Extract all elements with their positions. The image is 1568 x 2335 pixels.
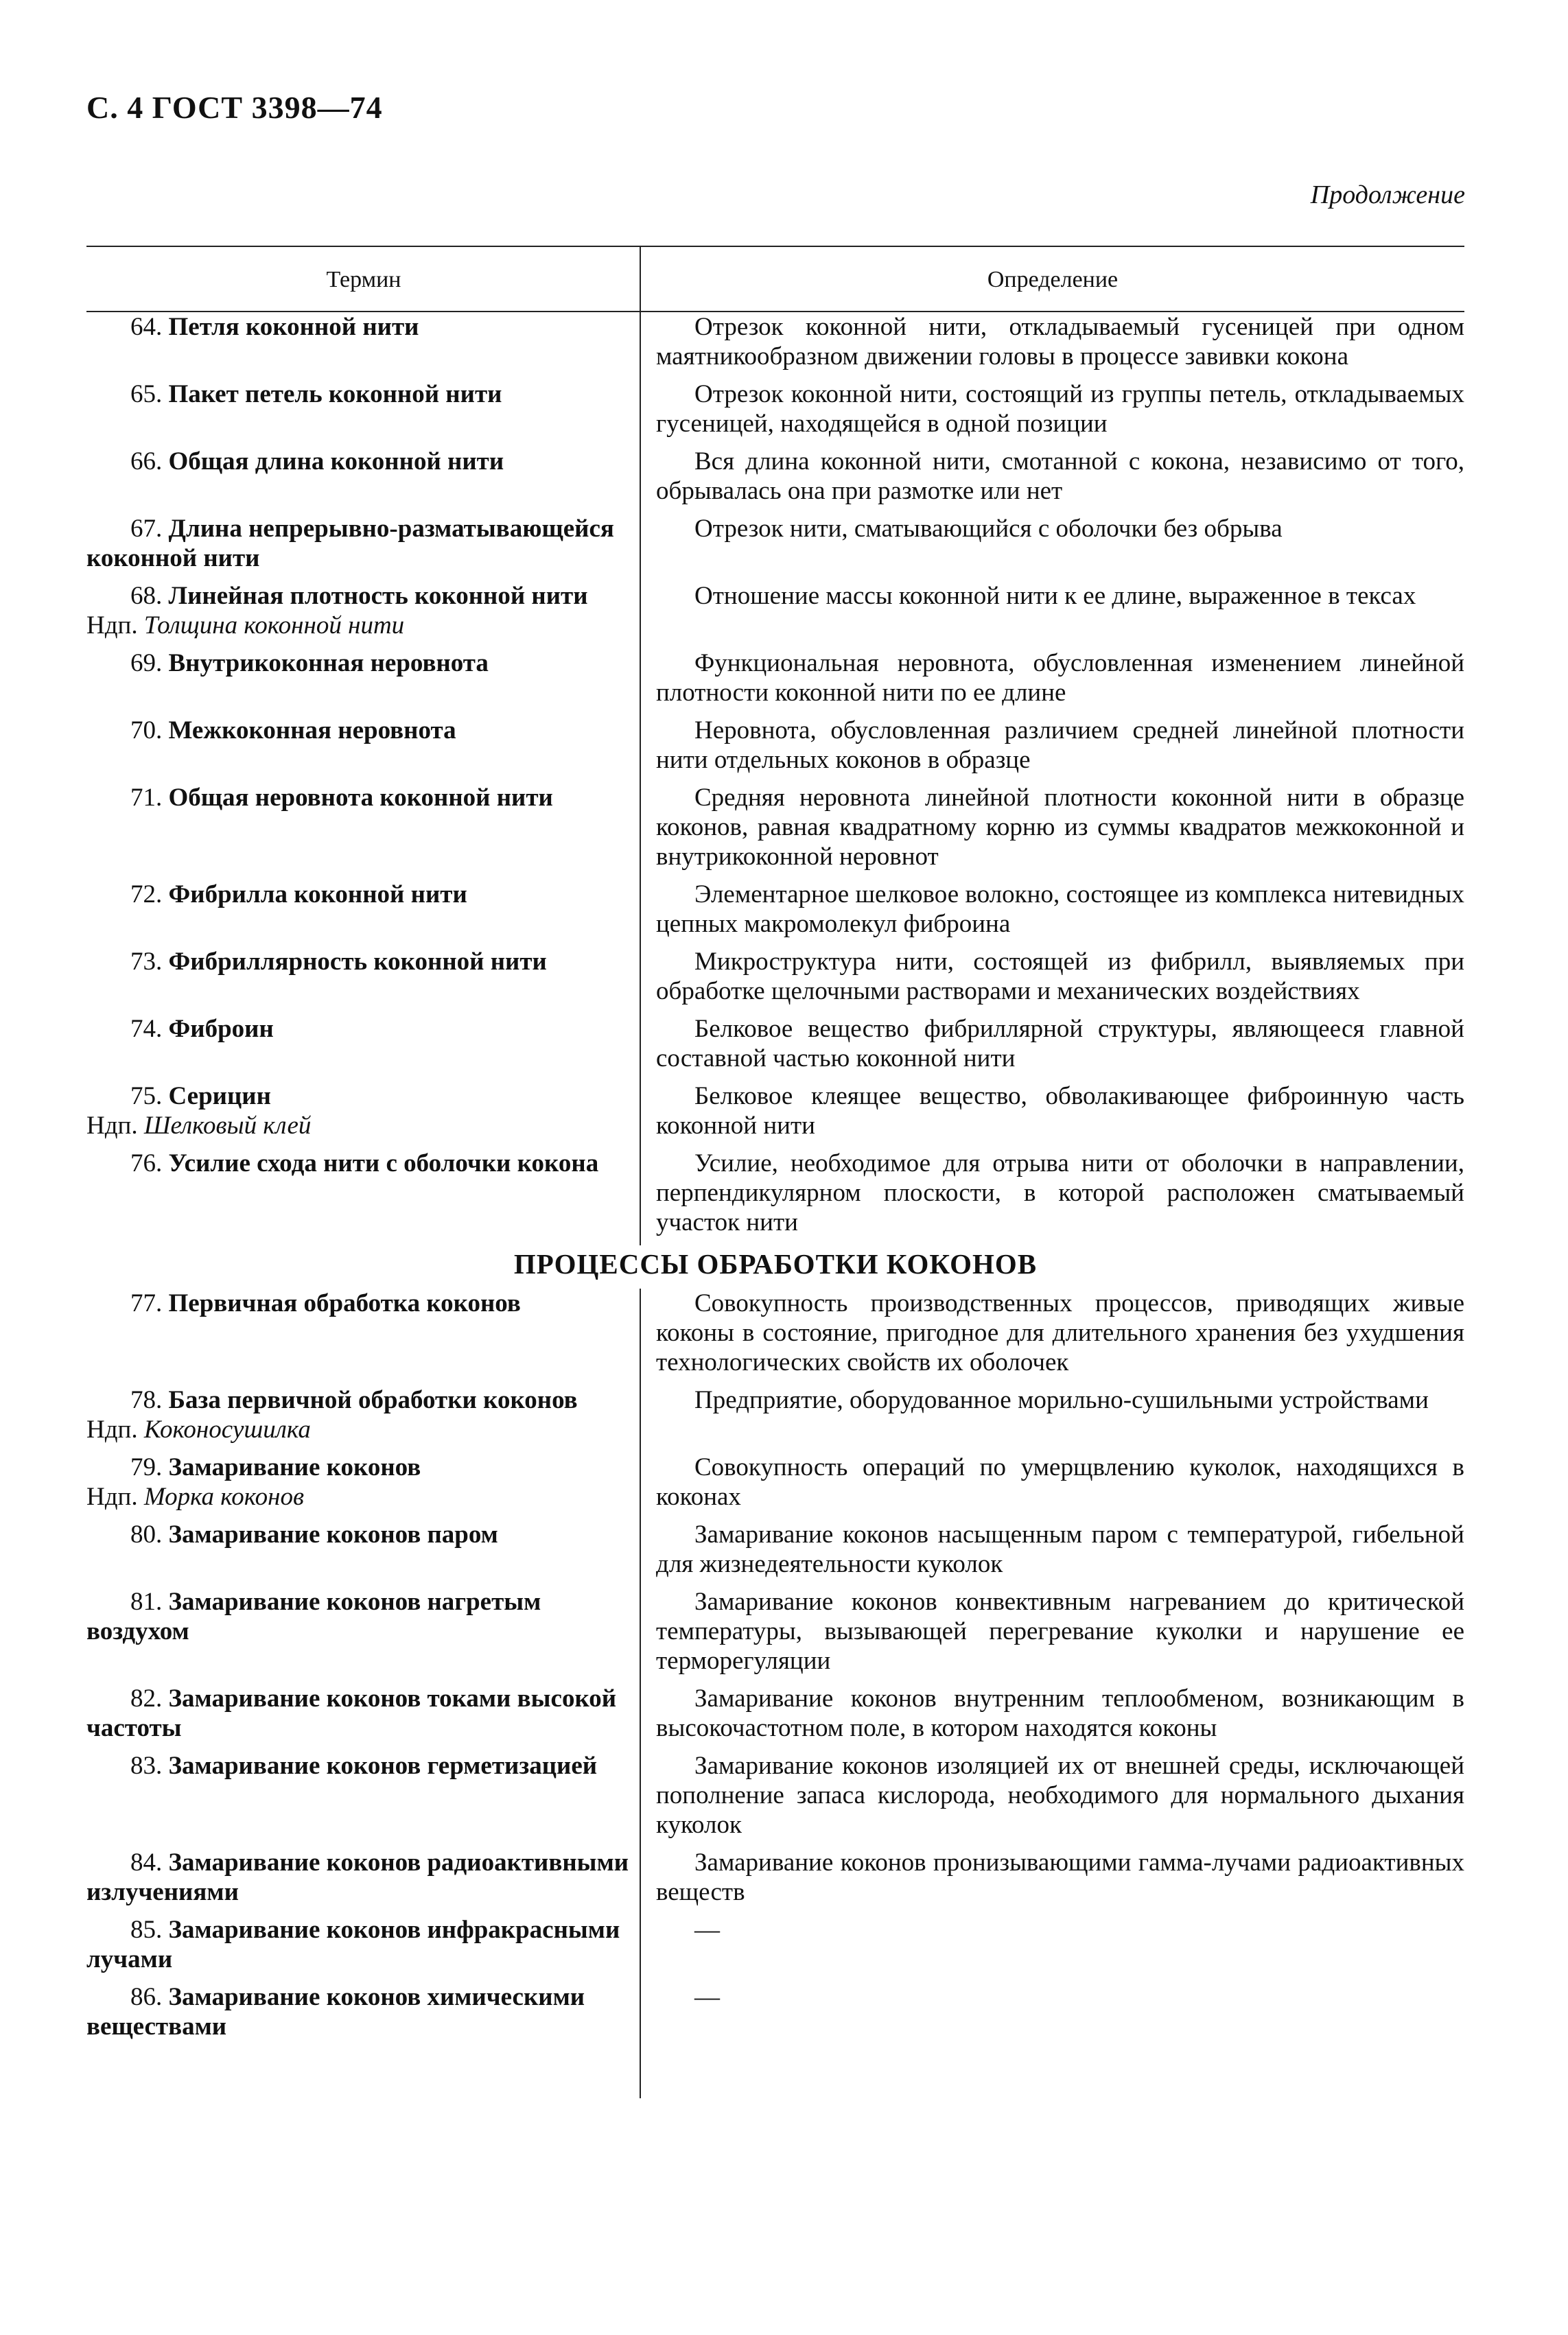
definition-cell: Неровнота, обусловленная различием средней линейной плотности нити отдельных коконов в образце: [656, 716, 1464, 774]
table-row: [86, 648, 1464, 716]
definition-cell: Предприятие, оборудованное морильно-сушильными устройствами: [694, 1386, 1429, 1414]
table-row: [86, 1982, 1464, 2050]
table-row: [86, 514, 1464, 581]
table-row: [86, 1520, 1464, 1587]
table-body-processes: [86, 1289, 1464, 2050]
term-name: Замаривание коконов паром: [168, 1521, 498, 1549]
term-number: 67.: [130, 515, 163, 543]
table-row: [86, 447, 1464, 514]
definition-cell: —: [694, 1916, 720, 1944]
term-cell: [86, 1915, 641, 1982]
deprecated-term: [86, 1482, 634, 1512]
continuation-label: Продолжение: [1310, 180, 1465, 209]
deprecated-term-text: Коконосушилка: [143, 1416, 311, 1444]
definition-cell: Замаривание коконов конвективным нагреванием до критической температуры, вызывающей перегревание куколки и нарушение ее терморегуляции: [656, 1588, 1464, 1675]
term-name: Серицин: [168, 1082, 271, 1110]
term-number: 77.: [130, 1289, 163, 1317]
term-cell: [86, 1684, 641, 1751]
definition-cell: Белковое клеящее вещество, обволакивающее фиброинную часть коконной нити: [656, 1082, 1464, 1140]
term-number: 86.: [130, 1983, 163, 2011]
term-cell: [86, 1453, 641, 1520]
term-name: Замаривание коконов нагретым воздухом: [86, 1588, 541, 1645]
deprecated-term: [86, 1111, 634, 1140]
term-name: Пакет петель коконной нити: [168, 380, 502, 408]
term-name: Фибрилла коконной нити: [168, 880, 467, 908]
table-row: [86, 783, 1464, 880]
definition-cell: Замаривание коконов пронизывающими гамма-лучами радиоактивных веществ: [656, 1849, 1464, 1906]
definition-cell: Замаривание коконов насыщенным паром с температурой, гибельной для жизнедеятельности куколок: [656, 1521, 1464, 1578]
column-header-term: Термин: [86, 246, 641, 312]
term-name: Замаривание коконов радиоактивными излучениями: [86, 1849, 629, 1906]
term-cell: [86, 880, 641, 947]
definition-cell: Микроструктура нити, состоящей из фибрилл, выявляемых при обработке щелочными растворами и механических воздействиях: [656, 948, 1464, 1005]
term-name: Замаривание коконов токами высокой частоты: [86, 1685, 617, 1742]
table-row: [86, 1289, 1464, 1385]
term-number: 83.: [130, 1752, 163, 1780]
term-name: Фиброин: [168, 1015, 274, 1043]
table-row: [86, 1385, 1464, 1453]
table-row: [86, 1915, 1464, 1982]
term-cell: [86, 1385, 641, 1453]
term-cell: [86, 716, 641, 783]
definition-cell: Элементарное шелковое волокно, состоящее из комплекса нитевидных цепных макромолекул фиброина: [656, 880, 1464, 938]
term-name: Усилие схода нити с оболочки кокона: [168, 1149, 599, 1177]
column-divider: [640, 246, 641, 2098]
term-number: 78.: [130, 1386, 163, 1414]
term-name: Линейная плотность коконной нити: [168, 582, 588, 610]
table-row: [86, 1587, 1464, 1684]
table-row: [86, 880, 1464, 947]
term-number: 73.: [130, 948, 163, 976]
definition-cell: —: [694, 1983, 720, 2011]
term-number: 76.: [130, 1149, 163, 1177]
definition-cell: Белковое вещество фибриллярной структуры, являющееся главной составной частью коконной нити: [656, 1015, 1464, 1072]
definition-cell: Замаривание коконов внутренним теплообменом, возникающим в высокочастотном поле, в котором находятся коконы: [656, 1685, 1464, 1742]
column-header-definition: Определение: [641, 246, 1464, 312]
deprecated-term-text: Толщина коконной нити: [143, 611, 405, 640]
deprecated-prefix: Ндп.: [86, 1112, 138, 1140]
term-cell: [86, 1982, 641, 2050]
term-name: Межкоконная неровнота: [168, 716, 456, 744]
term-cell: [86, 1081, 641, 1149]
table-row: [86, 1848, 1464, 1915]
table-row: [86, 716, 1464, 783]
table-row: [86, 1684, 1464, 1751]
definition-cell: Отрезок коконной нити, состоящий из группы петель, откладываемых гусеницей, находящейся в одной позиции: [656, 380, 1464, 438]
table-row: [86, 581, 1464, 648]
definition-cell: Отрезок нити, сматывающийся с оболочки без обрыва: [694, 515, 1283, 543]
term-cell: [86, 1149, 641, 1245]
term-name: Первичная обработка коконов: [168, 1289, 521, 1317]
definition-cell: Функциональная неровнота, обусловленная изменением линейной плотности коконной нити по ее длине: [656, 649, 1464, 707]
term-name: Замаривание коконов: [168, 1453, 421, 1481]
table-row: [86, 312, 1464, 379]
deprecated-term-text: Морка коконов: [143, 1483, 305, 1511]
term-cell: [86, 947, 641, 1014]
term-cell: [86, 1520, 641, 1587]
definition-cell: Усилие, необходимое для отрыва нити от оболочки в направлении, перпендикулярном плоскости, в которой расположен сматываемый участок нити: [656, 1149, 1464, 1236]
deprecated-prefix: Ндп.: [86, 1483, 138, 1511]
section-row: [86, 1245, 1464, 1289]
term-cell: [86, 447, 641, 514]
table-header-row: [86, 246, 1464, 312]
term-number: 68.: [130, 582, 163, 610]
term-name: Петля коконной нити: [168, 313, 419, 341]
table-row: [86, 1149, 1464, 1245]
term-number: 64.: [130, 313, 163, 341]
term-name: Замаривание коконов герметизацией: [168, 1752, 598, 1780]
deprecated-term: [86, 611, 634, 640]
deprecated-term-text: Шелковый клей: [143, 1112, 312, 1140]
term-cell: [86, 1751, 641, 1848]
term-number: 65.: [130, 380, 163, 408]
term-number: 72.: [130, 880, 163, 908]
table-row: [86, 1453, 1464, 1520]
term-name: Внутрикоконная неровнота: [168, 649, 489, 677]
term-name: Фибриллярность коконной нити: [168, 948, 547, 976]
term-number: 74.: [130, 1015, 163, 1043]
term-number: 81.: [130, 1588, 163, 1616]
deprecated-prefix: Ндп.: [86, 1416, 138, 1444]
term-number: 71.: [130, 784, 163, 812]
term-number: 84.: [130, 1849, 163, 1877]
term-name: Общая длина коконной нити: [168, 447, 504, 476]
term-name: Общая неровнота коконной нити: [168, 784, 553, 812]
definition-cell: Совокупность производственных процессов, приводящих живые коконы в состояние, пригодное для длительного хранения без ухудшения технологических свойств их оболочек: [656, 1289, 1464, 1376]
term-number: 69.: [130, 649, 163, 677]
term-cell: [86, 648, 641, 716]
term-number: 79.: [130, 1453, 163, 1481]
term-cell: [86, 379, 641, 447]
term-number: 85.: [130, 1916, 163, 1944]
term-cell: [86, 312, 641, 379]
definition-cell: Средняя неровнота линейной плотности коконной нити в образце коконов, равная квадратному корню из суммы квадратов межкоконной и внутрикоконной неровнот: [656, 784, 1464, 871]
table-row: [86, 379, 1464, 447]
section-title: ПРОЦЕССЫ ОБРАБОТКИ КОКОНОВ: [511, 1248, 1040, 1280]
term-cell: [86, 1848, 641, 1915]
term-number: 80.: [130, 1521, 163, 1549]
table-body-terms: [86, 312, 1464, 1245]
term-name: Длина непрерывно-разматывающейся коконной нити: [86, 515, 614, 572]
term-cell: [86, 1289, 641, 1385]
table-row: [86, 947, 1464, 1014]
definition-cell: Замаривание коконов изоляцией их от внешней среды, исключающей пополнение запаса кислорода, необходимого для нормального дыхания куколок: [656, 1752, 1464, 1839]
term-cell: [86, 1587, 641, 1684]
term-cell: [86, 1014, 641, 1081]
term-number: 66.: [130, 447, 163, 476]
deprecated-prefix: Ндп.: [86, 611, 138, 640]
term-number: 82.: [130, 1685, 163, 1713]
definition-cell: Отрезок коконной нити, откладываемый гусеницей при одном маятникообразном движении головы в процессе завивки кокона: [656, 313, 1464, 371]
term-number: 70.: [130, 716, 163, 744]
term-name: Замаривание коконов химическими веществами: [86, 1983, 585, 2041]
deprecated-term: [86, 1415, 634, 1444]
terms-table-container: [86, 246, 1464, 2050]
table-row: [86, 1751, 1464, 1848]
term-number: 75.: [130, 1082, 163, 1110]
definition-cell: Вся длина коконной нити, смотанной с кокона, независимо от того, обрывалась она при размотке или нет: [656, 447, 1464, 505]
term-cell: [86, 783, 641, 880]
term-name: База первичной обработки коконов: [168, 1386, 578, 1414]
page-header: С. 4 ГОСТ 3398—74: [86, 90, 383, 125]
term-name: Замаривание коконов инфракрасными лучами: [86, 1916, 620, 1973]
table-section: [86, 1245, 1464, 1289]
definition-cell: Отношение массы коконной нити к ее длине, выраженное в тексах: [694, 582, 1416, 610]
table-row: [86, 1081, 1464, 1149]
term-cell: [86, 514, 641, 581]
definition-cell: Совокупность операций по умерщвлению куколок, находящихся в коконах: [656, 1453, 1464, 1511]
table-row: [86, 1014, 1464, 1081]
term-cell: [86, 581, 641, 648]
terms-table: [86, 246, 1464, 2050]
